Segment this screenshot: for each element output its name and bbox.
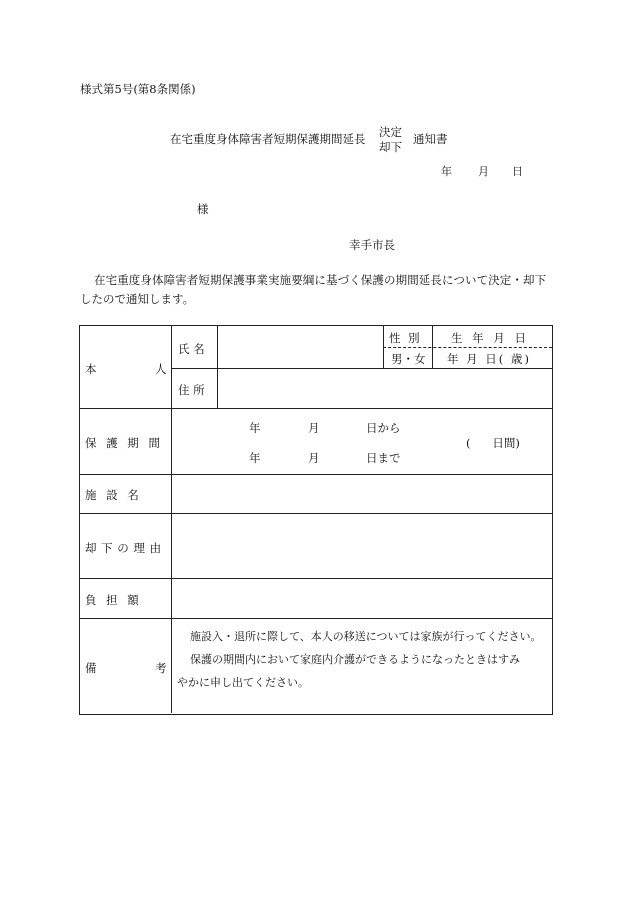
document-title: 在宅重度身体障害者短期保護期間延長 [170,132,366,146]
person-label-b: 人 [155,362,167,376]
period-label: 保 護 期 間 [85,436,163,450]
title-suffix: 通知書 [413,132,448,146]
address-label: 住 所 [178,383,205,397]
form-number: 様式第5号(第8条関係) [80,82,196,96]
birth-value: 年 月 日( 歳) [447,352,531,366]
name-label: 氏 名 [178,342,205,356]
facility-label: 施 設 名 [85,488,142,502]
gender-options: 男・女 [391,352,426,366]
period-from-day: 日から [366,421,401,435]
recipient-suffix: 様 [197,202,209,216]
period-to-month: 月 [308,451,320,465]
issuer: 幸手市長 [349,238,395,252]
remarks-line-2: 保護の期間内において家庭内介護ができるようになったときはすみ [190,653,520,666]
date-year: 年 [441,165,452,178]
remarks-label-b: 考 [155,661,167,675]
period-from-year: 年 [249,421,261,435]
person-label-a: 本 [85,362,97,376]
remarks-label-a: 備 [85,661,97,675]
option-approve: 決定 [379,125,402,139]
option-reject: 却下 [379,140,402,154]
burden-label: 負 担 額 [85,593,142,607]
period-to-year: 年 [249,451,261,465]
birth-label: 生 年 月 日 [451,331,529,345]
period-days: ( 日間) [466,436,520,450]
body-line-2: したので通知します。 [80,292,195,306]
reason-label: 却 下 の 理 由 [85,541,162,555]
gender-label: 性 別 [389,331,422,345]
period-from-month: 月 [308,421,320,435]
period-to-day: 日まで [366,451,401,465]
remarks-line-1: 施設入・退所に際して、本人の移送については家族が行ってください。 [190,630,542,643]
date-day: 日 [512,165,523,178]
body-line-1: 在宅重度身体障害者短期保護事業実施要綱に基づく保護の期間延長について決定・却下 [94,273,547,287]
remarks-line-3: やかに申し出てください。 [177,676,309,689]
date-month: 月 [478,165,489,178]
